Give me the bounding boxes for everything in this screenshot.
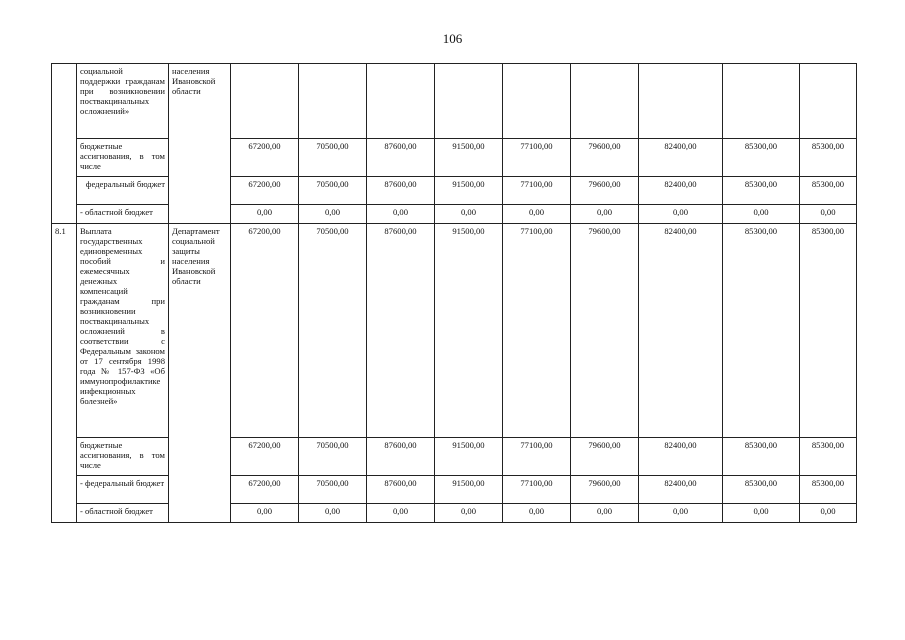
- value-cell: 87600,00: [367, 177, 435, 205]
- value-cell: 85300,00: [800, 476, 857, 504]
- value-cell: 85300,00: [800, 438, 857, 476]
- value-cell: 0,00: [435, 504, 503, 523]
- value-cell: 85300,00: [723, 476, 800, 504]
- value-cell: 77100,00: [503, 438, 571, 476]
- value-cell: 0,00: [503, 504, 571, 523]
- value-cell: 79600,00: [571, 476, 639, 504]
- row-label: - федеральный бюджет: [77, 476, 169, 504]
- value-cell: 67200,00: [231, 438, 299, 476]
- value-cell: 91500,00: [435, 139, 503, 177]
- value-cell: 0,00: [435, 205, 503, 224]
- value-cell: 79600,00: [571, 139, 639, 177]
- budget-table: [51, 63, 857, 523]
- value-cell: 85300,00: [800, 139, 857, 177]
- table-row: [52, 64, 857, 139]
- row-label: федеральный бюджет: [77, 177, 169, 205]
- value-cell: 67200,00: [231, 139, 299, 177]
- value-cell: 91500,00: [435, 224, 503, 438]
- value-cell: 87600,00: [367, 224, 435, 438]
- value-cell: 77100,00: [503, 139, 571, 177]
- executor-cell: Департамент социальной защиты населения Ивановской области: [169, 224, 231, 523]
- value-cell: 79600,00: [571, 224, 639, 438]
- value-cell: 85300,00: [800, 177, 857, 205]
- value-cell: 0,00: [231, 205, 299, 224]
- value-cell: 87600,00: [367, 139, 435, 177]
- value-cell: 67200,00: [231, 177, 299, 205]
- value-cell: 0,00: [367, 205, 435, 224]
- value-cell: 0,00: [299, 504, 367, 523]
- value-cell: 70500,00: [299, 224, 367, 438]
- value-cell: 77100,00: [503, 177, 571, 205]
- row-label: - областной бюджет: [77, 205, 169, 224]
- value-cell: 0,00: [299, 205, 367, 224]
- executor-cell: населения Ивановской области: [169, 64, 231, 224]
- value-cell: 77100,00: [503, 476, 571, 504]
- value-cell: 82400,00: [639, 476, 723, 504]
- value-cell: 82400,00: [639, 139, 723, 177]
- table-row: [52, 224, 857, 438]
- value-cell: 85300,00: [723, 224, 800, 438]
- value-cell: 0,00: [231, 504, 299, 523]
- measure-name-cell: социальной поддержки гражданам при возникновении поствакцинальных осложнений»: [77, 64, 169, 139]
- value-cell: 85300,00: [800, 224, 857, 438]
- page-number: 106: [442, 31, 463, 46]
- value-cell: 67200,00: [231, 224, 299, 438]
- value-cell: 0,00: [367, 504, 435, 523]
- value-cell: 0,00: [723, 504, 800, 523]
- value-cell: 87600,00: [367, 438, 435, 476]
- index-cell: [52, 64, 77, 224]
- value-cell: 0,00: [800, 504, 857, 523]
- value-cell: 0,00: [639, 504, 723, 523]
- value-cell: 77100,00: [503, 224, 571, 438]
- row-label: бюджетные ассигнования, в том числе: [77, 438, 169, 476]
- value-cell: 67200,00: [231, 476, 299, 504]
- row-label: бюджетные ассигнования, в том числе: [77, 139, 169, 177]
- value-cell: 79600,00: [571, 438, 639, 476]
- value-cell: 70500,00: [299, 438, 367, 476]
- value-cell: 70500,00: [299, 139, 367, 177]
- value-cell: 0,00: [571, 205, 639, 224]
- value-cell: 0,00: [571, 504, 639, 523]
- value-cell: 0,00: [503, 205, 571, 224]
- row-label: - областной бюджет: [77, 504, 169, 523]
- value-cell: 85300,00: [723, 177, 800, 205]
- value-cell: 85300,00: [723, 139, 800, 177]
- value-cell: 0,00: [639, 205, 723, 224]
- value-cell: 82400,00: [639, 177, 723, 205]
- value-cell: 91500,00: [435, 476, 503, 504]
- value-cell: 87600,00: [367, 476, 435, 504]
- value-cell: 82400,00: [639, 224, 723, 438]
- value-cell: 70500,00: [299, 476, 367, 504]
- value-cell: 0,00: [723, 205, 800, 224]
- value-cell: 0,00: [800, 205, 857, 224]
- value-cell: 91500,00: [435, 438, 503, 476]
- value-cell: 91500,00: [435, 177, 503, 205]
- index-cell: 8.1: [52, 224, 77, 523]
- value-cell: 82400,00: [639, 438, 723, 476]
- value-cell: 85300,00: [723, 438, 800, 476]
- value-cell: 79600,00: [571, 177, 639, 205]
- measure-name-cell: Выплата государственных единовременных пособий и ежемесячных денежных компенсаций гражданам при возникновении поствакцинальных осложнений в соответствии с Федеральным законом от 17 сентября 1998 года № 157-ФЗ «Об иммунопрофилактике инфекционных болезней»: [77, 224, 169, 438]
- value-cell: 70500,00: [299, 177, 367, 205]
